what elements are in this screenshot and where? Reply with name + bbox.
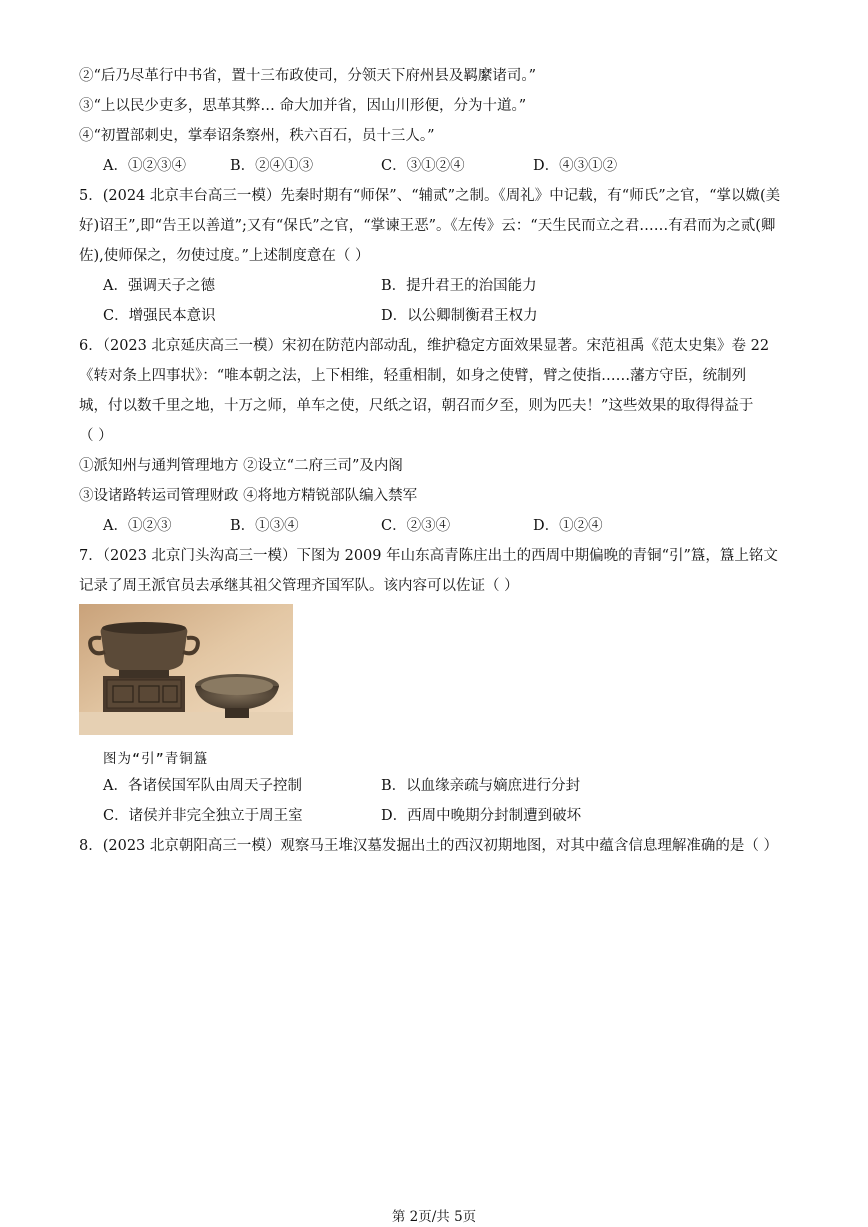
q4-option-c: C．③①②④	[381, 158, 465, 174]
q7-stem-line: 7．（2023 北京门头沟高三一模）下图为 2009 年山东高青陈庄出土的西周中期偏晚的青铜“引”簋，簋上铭文	[79, 548, 778, 564]
text-line: ④“初置部刺史，掌奉诏条察州，秩六百石，员十三人。”	[79, 128, 435, 144]
q6-option-a: A．①②③	[103, 518, 172, 534]
q7-stem-line: 记录了周王派官员去承继其祖父管理齐国军队。该内容可以佐证（ ）	[79, 578, 519, 594]
q7-option-c: C．诸侯并非完全独立于周王室	[103, 808, 303, 824]
q6-option-c: C．②③④	[381, 518, 451, 534]
q5-option-a: A．强调天子之德	[103, 278, 215, 294]
q6-item-line: ③设诸路转运司管理财政 ④将地方精锐部队编入禁军	[79, 488, 418, 504]
q6-stem-line: 《转对条上四事状》：“唯本朝之法，上下相维，轻重相制，如身之使臂，臂之使指……藩方守臣，统制列	[79, 368, 747, 384]
q6-stem-line: 城，付以数千里之地，十万之师，单车之使，尺纸之诏，朝召而夕至，则为匹夫！”这些效果的取得得益于	[79, 398, 754, 414]
q7-option-a: A．各诸侯国军队由周天子控制	[103, 778, 302, 794]
q7-option-d: D．西周中晚期分封制遭到破坏	[381, 808, 582, 824]
q5-option-d: D．以公卿制衡君王权力	[381, 308, 538, 324]
q8-stem-line: 8．(2023 北京朝阳高三一模）观察马王堆汉墓发掘出土的西汉初期地图，对其中蕴含信息理解准确的是（ ）	[79, 838, 778, 854]
q5-option-b: B．提升君王的治国能力	[381, 278, 537, 294]
photo-caption: 图为“引”青铜簋	[103, 751, 209, 767]
q5-stem-line: 好)诏王”,即“告王以善道”;又有“保氏”之官，“掌谏王恶”。《左传》云：“天生民而立之君……有君而为之贰(卿	[79, 218, 776, 234]
q6-item-line: ①派知州与通判管理地方 ②设立“二府三司”及内阁	[79, 458, 403, 474]
q5-stem-line: 佐),使师保之，勿使过度。”上述制度意在（ ）	[79, 248, 370, 264]
page-footer: 第 2页/共 5页	[391, 1209, 477, 1225]
q6-stem-line: 6．（2023 北京延庆高三一模）宋初在防范内部动乱，维护稳定方面效果显著。宋范祖禹《范太史集》卷 22	[79, 338, 770, 354]
q4-option-a: A．①②③④	[103, 158, 186, 174]
bronze-gui-photo	[79, 604, 293, 735]
text-line: ③“上以民少吏多，思革其弊… 命大加并省，因山川形便，分为十道。”	[79, 98, 527, 114]
q6-stem-line: （ ）	[79, 428, 113, 444]
q5-stem-line: 5．(2024 北京丰台高三一模）先秦时期有“师保”、“辅贰”之制。《周礼》中记载，有“师氏”之官，“掌以媺(美	[79, 188, 781, 204]
q4-option-b: B．②④①③	[230, 158, 314, 174]
q6-option-b: B．①③④	[230, 518, 299, 534]
q5-option-c: C．增强民本意识	[103, 308, 216, 324]
q7-option-b: B．以血缘亲疏与嫡庶进行分封	[381, 778, 581, 794]
q4-option-d: D．④③①②	[533, 158, 618, 174]
text-line: ②“后乃尽革行中书省，置十三布政使司，分领天下府州县及羁縻诸司。”	[79, 68, 537, 84]
q6-option-d: D．①②④	[533, 518, 603, 534]
